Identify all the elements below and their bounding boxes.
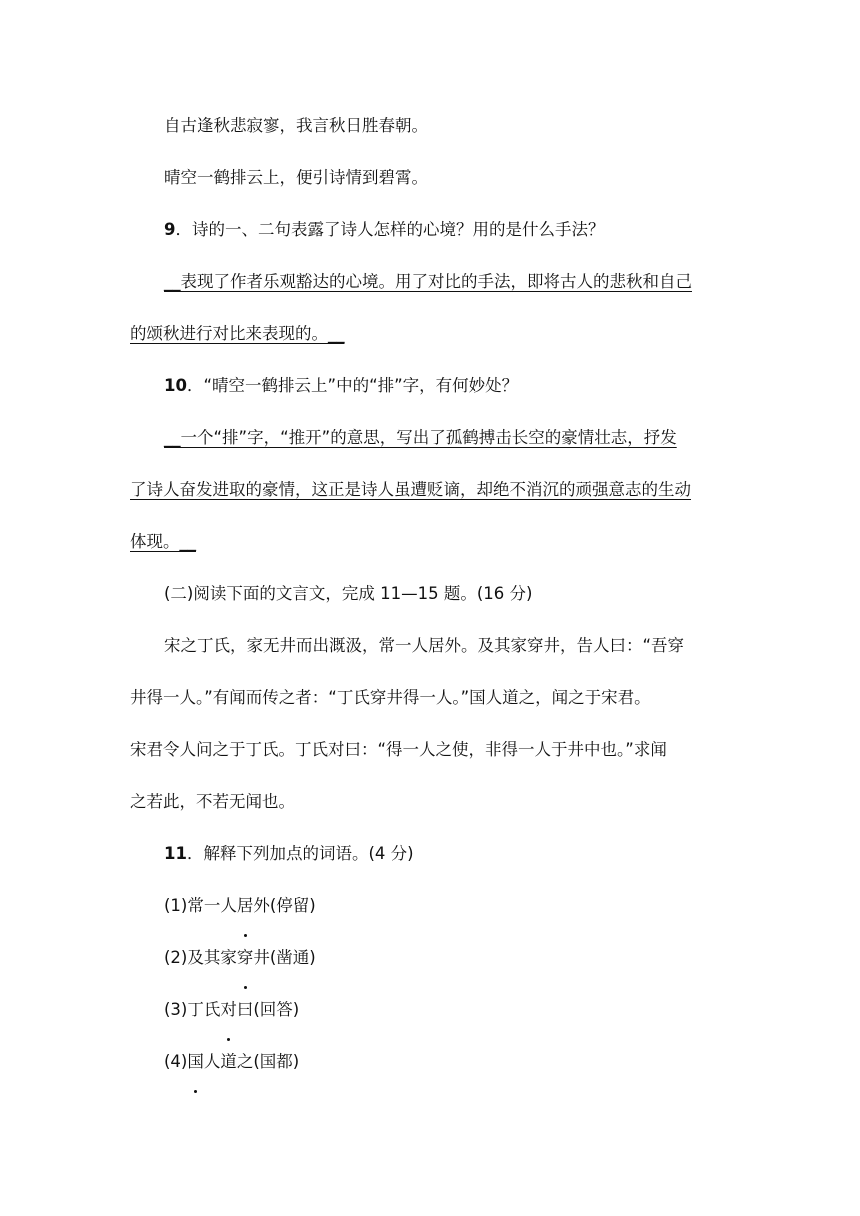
question-9 [130, 217, 728, 243]
q11-item-2-dotted-word: 穿 [237, 932, 254, 984]
q11-item-2-pre: (2)及其家 [164, 948, 237, 967]
question-11-text: ．解释下列加点的词语。(4 分) [186, 844, 414, 863]
q11-item-1-post: 外(停留) [253, 896, 316, 915]
document-content [130, 113, 728, 1088]
q11-item-3-post: 曰(回答) [236, 1000, 300, 1019]
question-11 [130, 841, 728, 867]
question-9-text: ．诗的一、二句表露了诗人怎样的心境？用的是什么手法？ [175, 220, 605, 239]
q11-item-1-dotted-word: 居 [237, 880, 254, 932]
question-11-number: 11 [164, 844, 187, 863]
answer-10-line-2: 了诗人奋发进取的豪情，这正是诗人虽遭贬谪，却绝不消沉的顽强意志的生动 [130, 480, 691, 499]
question-9-number: 9 [164, 220, 176, 239]
q11-item-2-post: 井(凿通) [253, 948, 316, 967]
answer-9-line-2: 的颂秋进行对比来表现的。__ [130, 324, 345, 343]
q11-item-3 [130, 984, 728, 1036]
q11-item-4 [130, 1036, 728, 1088]
answer-10-line-3: 体现。__ [130, 532, 196, 551]
q11-item-1-pre: (1)常一人 [164, 896, 237, 915]
answer-9-line-1: __表现了作者乐观豁达的心境。用了对比的手法，即将古人的悲秋和自己 [164, 272, 692, 291]
answer-10-line-1: __一个“排”字，“推开”的意思，写出了孤鹤搏击长空的豪情壮志，抒发 [164, 428, 677, 447]
classical-passage [130, 620, 728, 828]
section-2-heading: (二)阅读下面的文言文，完成 11—15 题。(16 分) [164, 584, 533, 603]
question-10-number: 10 [164, 376, 187, 395]
passage-line-4: 之若此，不若无闻也。 [130, 792, 295, 811]
q11-item-1 [130, 880, 728, 932]
passage-line-2: 井得一人。”有闻而传之者：“丁氏穿井得一人。”国人道之，闻之于宋君。 [130, 688, 651, 707]
question-10 [130, 373, 728, 399]
poem-line-1: 自古逢秋悲寂寥，我言秋日胜春朝。 [164, 116, 428, 135]
answer-10 [130, 412, 728, 568]
q11-item-4-dotted-word: 国 [187, 1036, 204, 1088]
q11-item-3-dotted-word: 对 [220, 984, 237, 1036]
question-10-text: ．“晴空一鹤排云上”中的“排”字，有何妙处？ [186, 376, 519, 395]
q11-item-2 [130, 932, 728, 984]
passage-line-1: 宋之丁氏，家无井而出溉汲，常一人居外。及其家穿井，告人曰：“吾穿 [164, 636, 685, 655]
question-11-items [130, 880, 728, 1088]
answer-9 [130, 256, 728, 360]
q11-item-4-pre: (4) [164, 1052, 188, 1071]
passage-line-3: 宋君令人问之于丁氏。丁氏对曰：“得一人之使，非得一人于井中也。”求闻 [130, 740, 667, 759]
poem-line-2: 晴空一鹤排云上，便引诗情到碧霄。 [164, 168, 428, 187]
q11-item-3-pre: (3)丁氏 [164, 1000, 221, 1019]
q11-item-4-post: 人道之(国都) [203, 1052, 300, 1071]
